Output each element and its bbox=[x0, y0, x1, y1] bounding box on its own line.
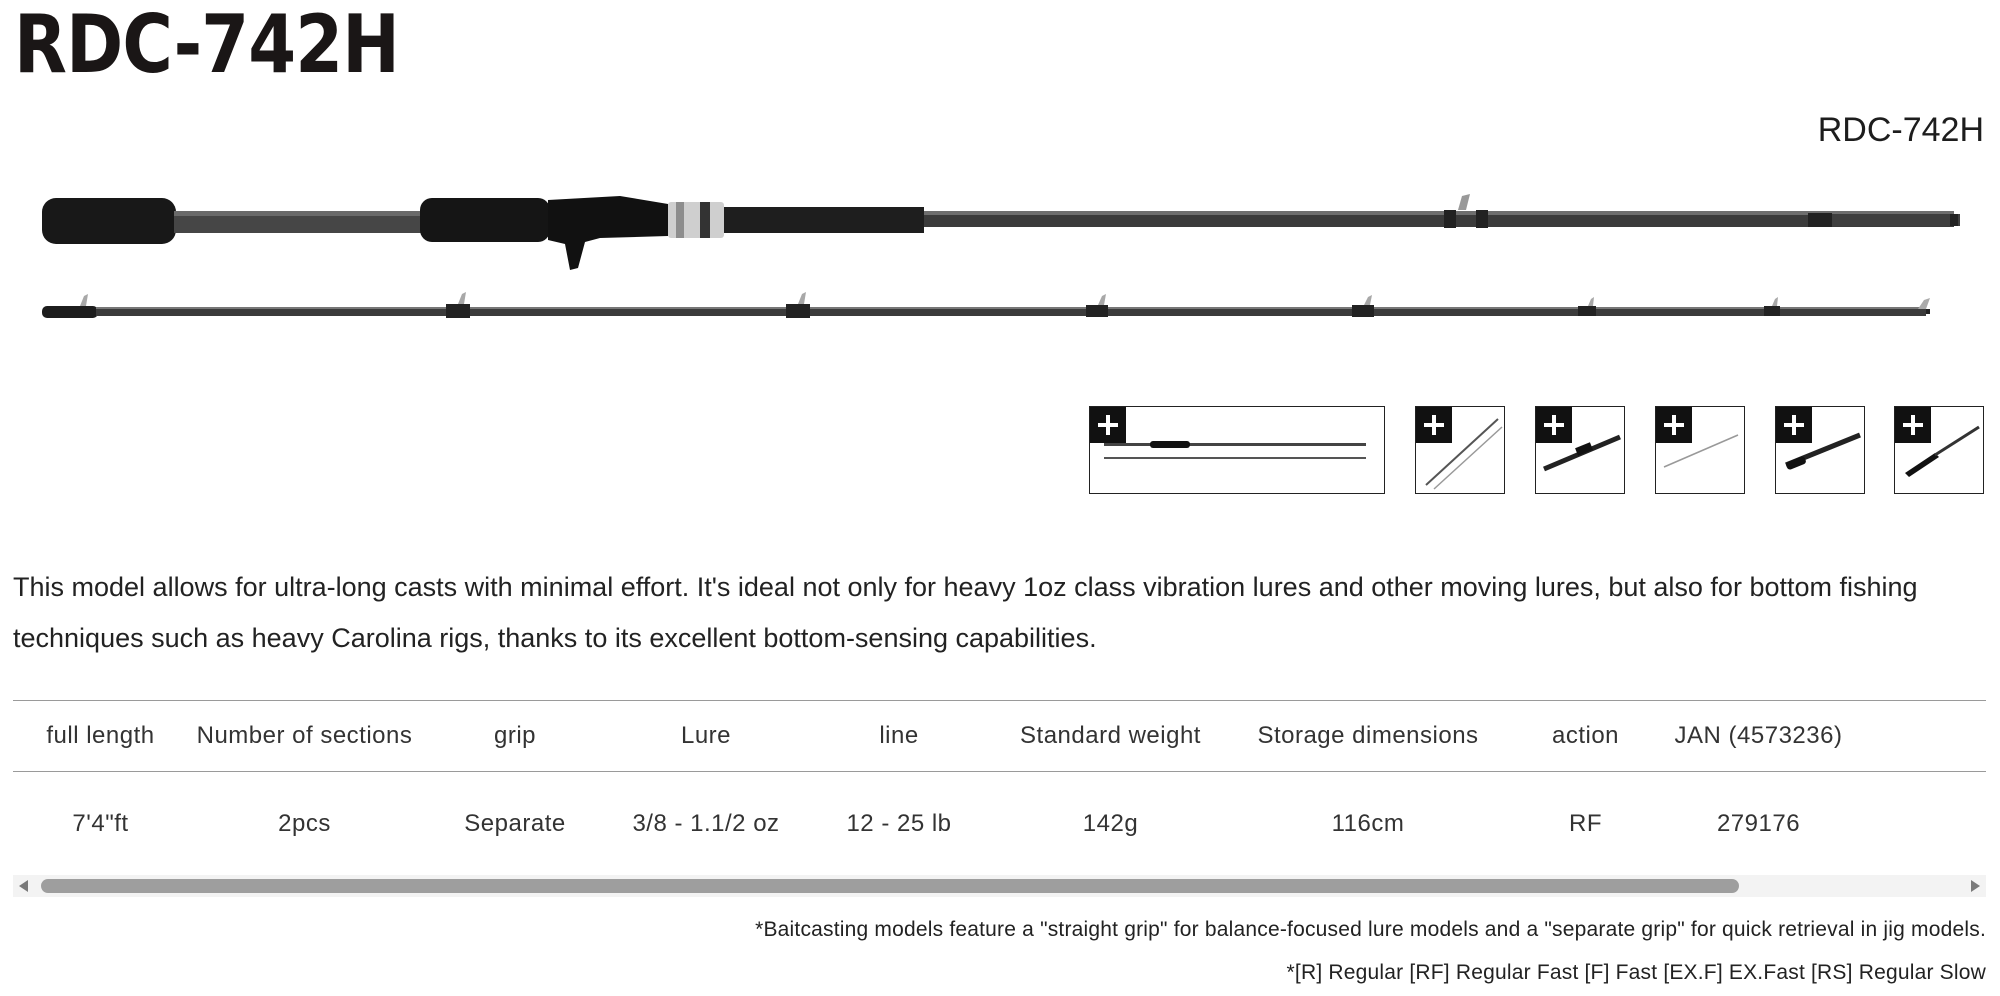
thumbnail-blank-guides[interactable] bbox=[1655, 406, 1745, 494]
spec-header: grip bbox=[421, 701, 609, 772]
spec-weight: 142g bbox=[995, 772, 1226, 877]
scroll-right-arrow-icon[interactable] bbox=[1971, 880, 1980, 892]
tip-section bbox=[42, 292, 1930, 318]
plus-icon bbox=[1895, 407, 1931, 443]
spec-grip: Separate bbox=[421, 772, 609, 877]
page-title: RDC-742H bbox=[14, 0, 400, 91]
spec-sections: 2pcs bbox=[188, 772, 421, 877]
plus-icon bbox=[1536, 407, 1572, 443]
spec-lure: 3/8 - 1.1/2 oz bbox=[609, 772, 803, 877]
spec-jan: 279176 bbox=[1661, 772, 1856, 877]
spec-full-length: 7'4"ft bbox=[13, 772, 188, 877]
thumbnail-full-rod-image bbox=[1090, 407, 1385, 494]
spec-action: RF bbox=[1510, 772, 1661, 877]
spec-table bbox=[13, 700, 1986, 877]
table-row bbox=[13, 772, 1986, 877]
scrollbar-thumb[interactable] bbox=[41, 879, 1739, 893]
thumbnail-reel-seat[interactable] bbox=[1535, 406, 1625, 494]
model-label: RDC-742H bbox=[1817, 111, 1984, 149]
spec-header: JAN (4573236) bbox=[1661, 701, 1856, 772]
spec-empty bbox=[1856, 772, 1986, 877]
butt-section bbox=[42, 194, 1960, 270]
spec-header: full length bbox=[13, 701, 188, 772]
spec-header: line bbox=[803, 701, 995, 772]
thumbnail-grip-detail[interactable] bbox=[1775, 406, 1865, 494]
spec-storage: 116cm bbox=[1226, 772, 1510, 877]
spec-header: Number of sections bbox=[188, 701, 421, 772]
thumbnail-full-rod[interactable] bbox=[1089, 406, 1385, 494]
plus-icon bbox=[1776, 407, 1812, 443]
product-description: This model allows for ultra-long casts with minimal effort. It's ideal not only for heavy 1oz class vibration lures and other moving lures, but also for bottom fishing techniques such as heavy Carolina rigs, thanks to its excellent bottom-sensing capabilities. bbox=[13, 572, 1918, 653]
spec-line: 12 - 25 lb bbox=[803, 772, 995, 877]
action-legend-note: *[R] Regular [RF] Regular Fast [F] Fast [EX.F] EX.Fast [RS] Regular Slow bbox=[1286, 961, 1986, 984]
thumbnail-handle-detail[interactable] bbox=[1894, 406, 1984, 494]
spec-header-empty bbox=[1856, 701, 1986, 772]
thumbnail-rod-sections[interactable] bbox=[1415, 406, 1505, 494]
spec-header: Standard weight bbox=[995, 701, 1226, 772]
scroll-left-arrow-icon[interactable] bbox=[19, 880, 28, 892]
plus-icon bbox=[1416, 407, 1452, 443]
product-image bbox=[0, 170, 2000, 330]
spec-header: action bbox=[1510, 701, 1661, 772]
spec-header: Storage dimensions bbox=[1226, 701, 1510, 772]
spec-header-row bbox=[13, 701, 1986, 772]
plus-icon bbox=[1656, 407, 1692, 443]
spec-header: Lure bbox=[609, 701, 803, 772]
plus-icon bbox=[1090, 407, 1126, 443]
horizontal-scrollbar[interactable] bbox=[13, 875, 1986, 897]
grip-note: *Baitcasting models feature a "straight grip" for balance-focused lure models and a "separate grip" for quick retrieval in jig models. bbox=[755, 918, 1986, 941]
